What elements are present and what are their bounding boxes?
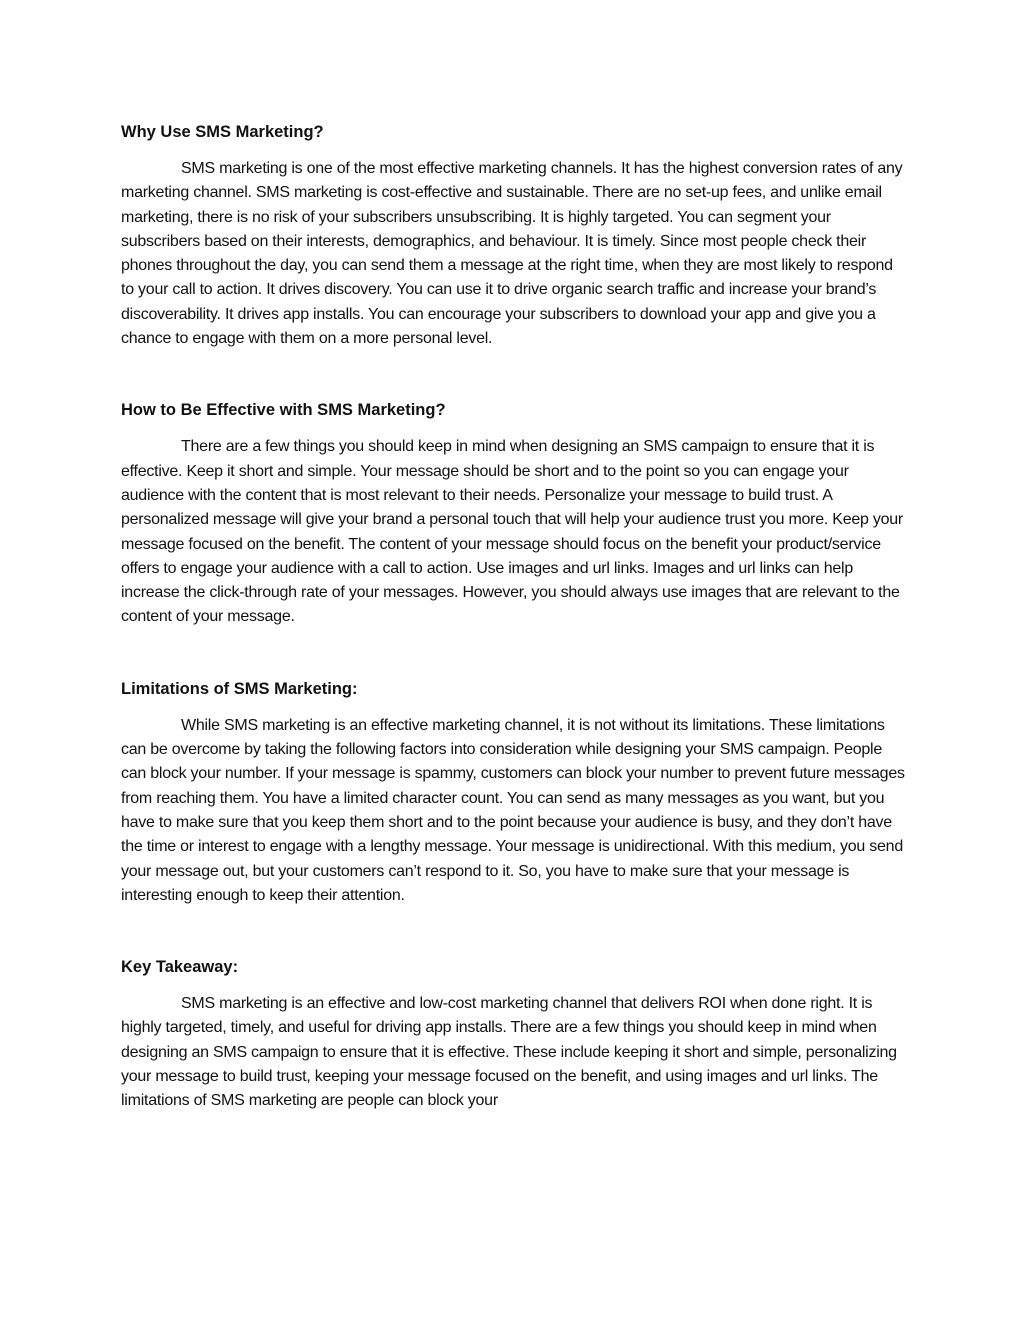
section-spacer	[121, 630, 905, 677]
section-spacer	[121, 351, 905, 398]
section-heading: Limitations of SMS Marketing:	[121, 679, 358, 698]
section-paragraph: While SMS marketing is an effective marketing channel, it is not without its limitations. These limitations can be overcome by taking the following factors into consideration while designing your SMS campaign. People can block your number. If your message is spammy, customers can block your number to prevent future messages from reaching them. You have a limited character count. You can send as many messages as you want, but you have to make sure that you keep them short and to the point because your audience is busy, and they don’t have the time or interest to engage with a lengthy message. Your message is unidirectional. With this medium, you send your message out, but your customers can’t respond to it. So, you have to make sure that your message is interesting enough to keep their attention.	[121, 716, 905, 904]
section-paragraph: SMS marketing is one of the most effective marketing channels. It has the highest conversion rates of any marketing channel. SMS marketing is cost-effective and sustainable. There are no set-up fees, and unlike email marketing, there is no risk of your subscribers unsubscribing. It is highly targeted. You can segment your subscribers based on their interests, demographics, and behaviour. It is timely. Since most people check their phones throughout the day, you can send them a message at the right time, when they are most likely to respond to your call to action. It drives discovery. You can use it to drive organic search traffic and increase your brand’s discoverability. It drives app installs. You can encourage your subscribers to download your app and give you a chance to engage with them on a more personal level.	[121, 160, 903, 348]
section-heading: Key Takeaway:	[121, 958, 239, 977]
section-why-use-sms	[121, 120, 905, 351]
section-limitations	[121, 677, 905, 908]
section-heading: Why Use SMS Marketing?	[121, 123, 324, 141]
section-how-to-be-effective	[121, 398, 905, 629]
document-page	[121, 120, 905, 1114]
section-key-takeaway	[121, 955, 905, 1113]
section-paragraph: SMS marketing is an effective and low-cost marketing channel that delivers ROI when done right. It is highly targeted, timely, and useful for driving app installs. There are a few things you should keep in mind when designing an SMS campaign to ensure that it is effective. These include keeping it short and simple, personalizing your message to build trust, keeping your message focused on the benefit, and using images and url links. The limitations of SMS marketing are people can block your	[121, 995, 897, 1110]
section-spacer	[121, 908, 905, 955]
section-heading: How to Be Effective with SMS Marketing?	[121, 401, 446, 420]
section-paragraph: There are a few things you should keep in mind when designing an SMS campaign to ensure that it is effective. Keep it short and simple. Your message should be short and to the point so you can engage your audience with the content that is most relevant to their needs. Personalize your message to build trust. A personalized message will give your brand a personal touch that will help your audience trust you more. Keep your message focused on the benefit. The content of your message should focus on the benefit your product/service offers to engage your audience with a call to action. Use images and url links. Images and url links can help increase the click-through rate of your messages. However, you should always use images that are relevant to the content of your message.	[121, 438, 903, 626]
